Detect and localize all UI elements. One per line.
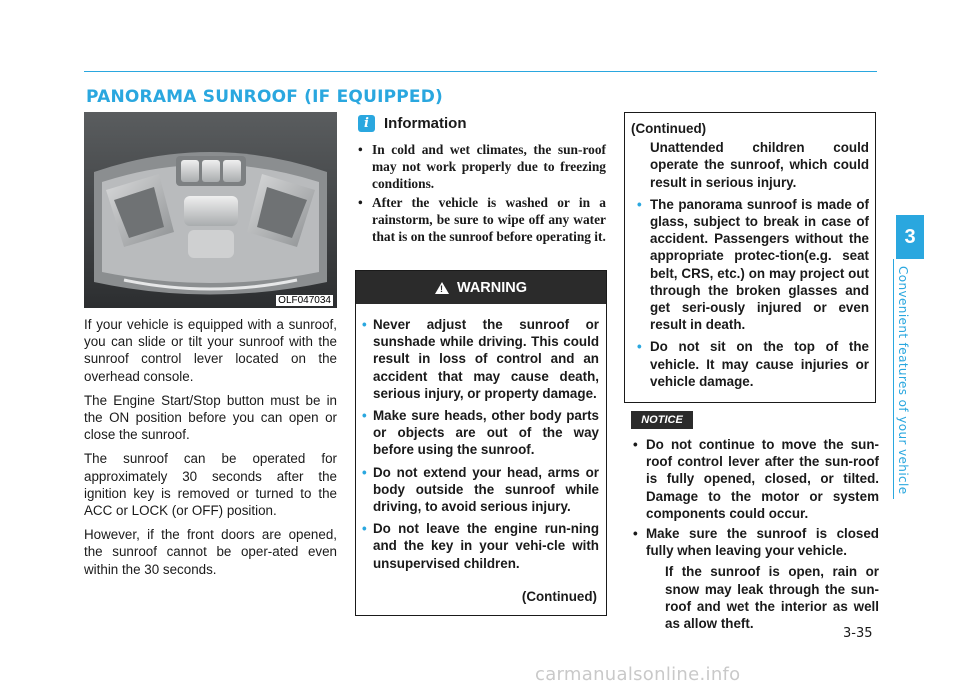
info-icon: i [358, 115, 375, 132]
continued-list [631, 196, 869, 390]
header-rule [84, 71, 877, 72]
warning-continued: (Continued) [521, 589, 597, 604]
paragraph: If your vehicle is equipped with a sunroof, you can slide or tilt your sunroof with the sunroof control lever located on the overhead console. [84, 317, 337, 384]
list-item: • The panorama sunroof is made of glass, subject to break in case of accident. Passengers without the appropriate protec-tion(e.g. seat belt, CRS, etc.) on may project out through the broken glasses and get seri-ously injured or even result in death. [631, 196, 869, 334]
chapter-number-tab: 3 [896, 215, 924, 259]
information-title: Information [384, 115, 467, 132]
list-item: • After the vehicle is washed or in a rainstorm, be sure to wipe off any water that is on the sunroof before operating it. [358, 194, 606, 245]
continued-text: Unattended children could operate the sunroof, which could result in serious injury. [650, 140, 869, 190]
information-list [358, 141, 606, 247]
watermark-link[interactable]: carmanualsonline.info [535, 664, 741, 685]
photo-caption: OLF047034 [278, 295, 331, 306]
notice-badge: NOTICE [631, 411, 693, 429]
list-item: • Do not extend your head, arms or body outside the sunroof while driving, to avoid serious injury. [362, 464, 599, 516]
chapter-label: Convenient features of your vehicle [896, 266, 910, 495]
list-item: • Do not leave the engine run-ning and the key in your vehi-cle with unsupervised children. [362, 520, 599, 572]
warning-header [356, 271, 606, 304]
continued-label: (Continued) [631, 121, 707, 136]
section-title: PANORAMA SUNROOF (IF EQUIPPED) [86, 87, 444, 107]
left-body-text [84, 316, 337, 585]
notice-list [627, 436, 879, 635]
paragraph: However, if the front doors are opened, the sunroof cannot be oper-ated even within the 30 seconds. [84, 527, 337, 577]
continued-warning-box [624, 112, 876, 403]
paragraph: The sunroof can be operated for approximately 30 seconds after the ignition key is removed or turned to the ACC or LOCK (or OFF) position. [84, 451, 337, 519]
warning-title: WARNING [456, 279, 528, 296]
information-heading [358, 115, 467, 132]
notice-item-text: Make sure the sunroof is closed fully when leaving your vehicle. [646, 526, 879, 559]
warning-list [356, 304, 606, 572]
overhead-console-photo [84, 112, 337, 308]
page-number: 3-35 [843, 626, 873, 641]
paragraph: The Engine Start/Stop button must be in the ON position before you can open or close the sunroof. [84, 392, 337, 443]
warning-triangle-icon [435, 282, 449, 294]
list-item: • Make sure heads, other body parts or objects are out of the way before using the sunroof. [362, 407, 599, 459]
list-item: • Do not continue to move the sun-roof control lever after the sun-roof is fully opened, closed, or tilted. Damage to the motor or system components could occur. [627, 436, 879, 522]
warning-box [355, 270, 607, 616]
list-item: • In cold and wet climates, the sun-roof may not work properly due to freezing conditions. [358, 141, 606, 192]
notice-subtext: If the sunroof is open, rain or snow may leak through the sun-roof and wet the interior as well as allow theft. [665, 564, 879, 632]
list-item: • Do not sit on the top of the vehicle. It may cause injuries or vehicle damage. [631, 338, 869, 390]
chapter-side-rule [893, 259, 894, 499]
list-item: • Never adjust the sunroof or sunshade while driving. This could result in loss of control and an accident that may cause death, serious injury, or property damage. [362, 316, 599, 402]
overhead-console-illustration [84, 112, 337, 308]
list-item [627, 525, 879, 632]
